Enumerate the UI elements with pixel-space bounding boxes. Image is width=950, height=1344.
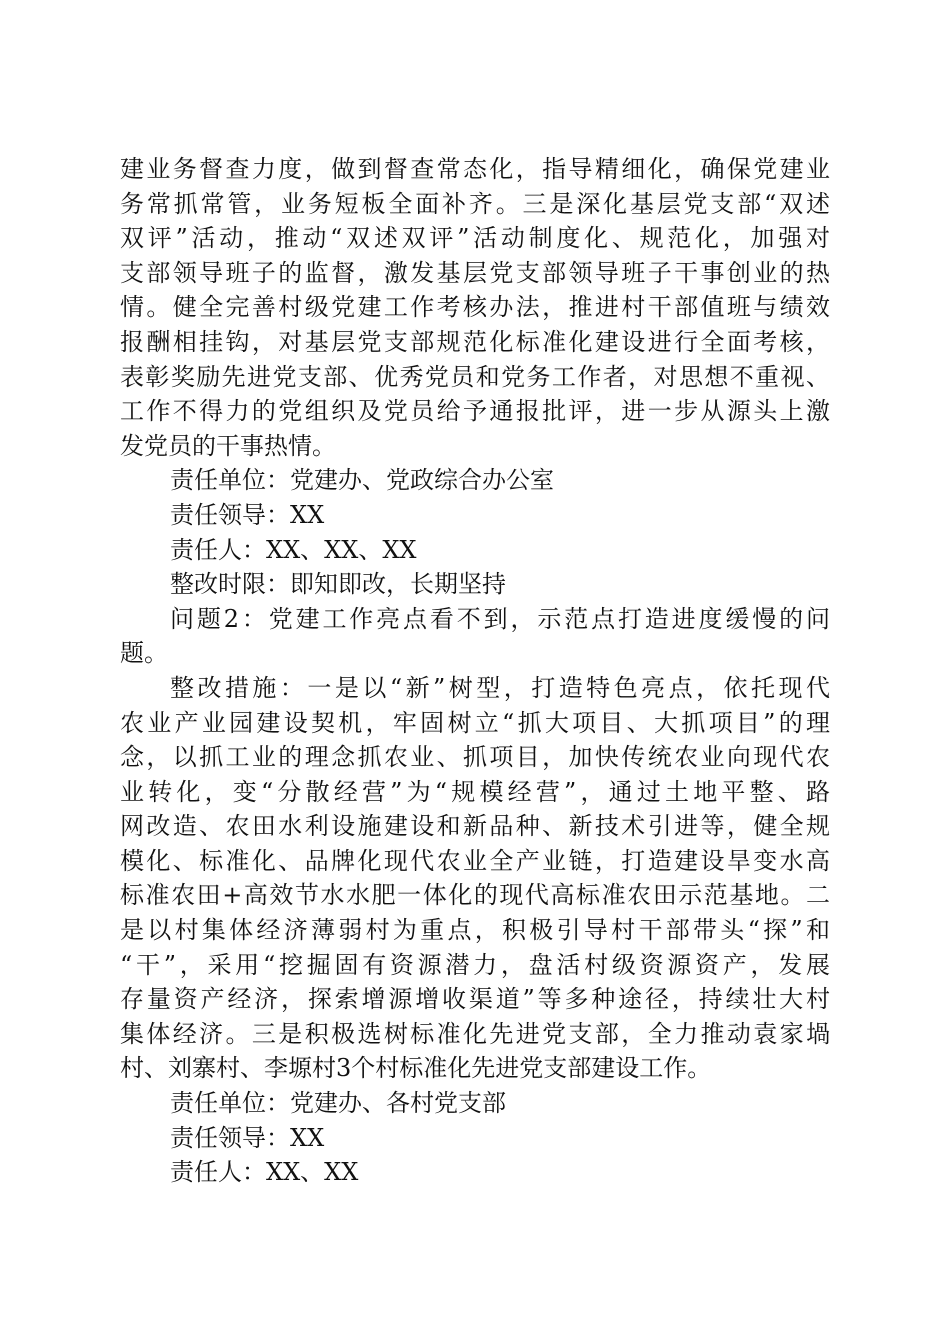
text-line: 责任人：XX、XX、XX (170, 535, 417, 564)
text-line: 网改造、农田水利设施建设和新品种、新技术引进等，健全规 (120, 812, 830, 841)
text-line: 村、刘寨村、李塬村3个村标准化先进党支部建设工作。 (120, 1054, 712, 1083)
text-line: 责任单位：党建办、党政综合办公室 (170, 466, 554, 495)
text-line: 整改时限：即知即改，长期坚持 (170, 570, 506, 599)
text-line: 集体经济。三是积极选树标准化先进党支部，全力推动袁家堝 (120, 1019, 830, 1048)
text-line: 建业务督查力度，做到督查常态化，指导精细化，确保党建业 (120, 155, 830, 183)
text-line: 模化、标准化、品牌化现代农业全产业链，打造建设旱变水高 (120, 846, 830, 875)
text-line: 业转化，变“分散经营”为“规模经营”，通过土地平整、路 (120, 777, 830, 806)
text-line: 存量资产经济，探索增源增收渠道”等多种途径，持续壮大村 (120, 985, 830, 1014)
text-line: 题。 (120, 639, 168, 668)
text-line: 双评”活动，推动“双述双评”活动制度化、规范化，加强对 (120, 224, 830, 253)
text-line: 表彰奖励先进党支部、优秀党员和党务工作者，对思想不重视、 (120, 362, 830, 391)
text-line: 责任单位：党建办、各村党支部 (170, 1089, 506, 1118)
text-line: 发党员的干事热情。 (120, 431, 336, 460)
text-line: 报酬相挂钩，对基层党支部规范化标准化建设进行全面考核， (120, 327, 830, 356)
text-line: 责任人：XX、XX (170, 1158, 359, 1187)
text-line: 是以村集体经济薄弱村为重点，积极引导村干部带头“探”和 (120, 916, 830, 945)
text-line: 工作不得力的党组织及党员给予通报批评，进一步从源头上激 (120, 397, 830, 426)
text-line: 整改措施：一是以“新”树型，打造特色亮点，依托现代 (170, 673, 830, 702)
text-line: 责任领导：XX (170, 500, 325, 529)
document-body (120, 152, 830, 1190)
text-line: 标准农田+高效节水水肥一体化的现代高标准农田示范基地。二 (120, 881, 830, 910)
text-line: 责任领导：XX (170, 1123, 325, 1152)
text-line: 问题2：党建工作亮点看不到，示范点打造进度缓慢的问 (170, 604, 830, 633)
text-line: 务常抓常管，业务短板全面补齐。三是深化基层党支部“双述 (120, 189, 830, 218)
text-line: 念，以抓工业的理念抓农业、抓项目，加快传统农业向现代农 (120, 743, 830, 772)
text-line: 支部领导班子的监督，激发基层党支部领导班子干事创业的热 (120, 258, 830, 287)
text-line: “干”，采用“挖掘固有资源潜力，盘活村级资源资产，发展 (120, 950, 830, 979)
text-line: 农业产业园建设契机，牢固树立“抓大项目、大抓项目”的理 (120, 708, 830, 737)
text-line: 情。健全完善村级党建工作考核办法，推进村干部值班与绩效 (120, 293, 830, 322)
